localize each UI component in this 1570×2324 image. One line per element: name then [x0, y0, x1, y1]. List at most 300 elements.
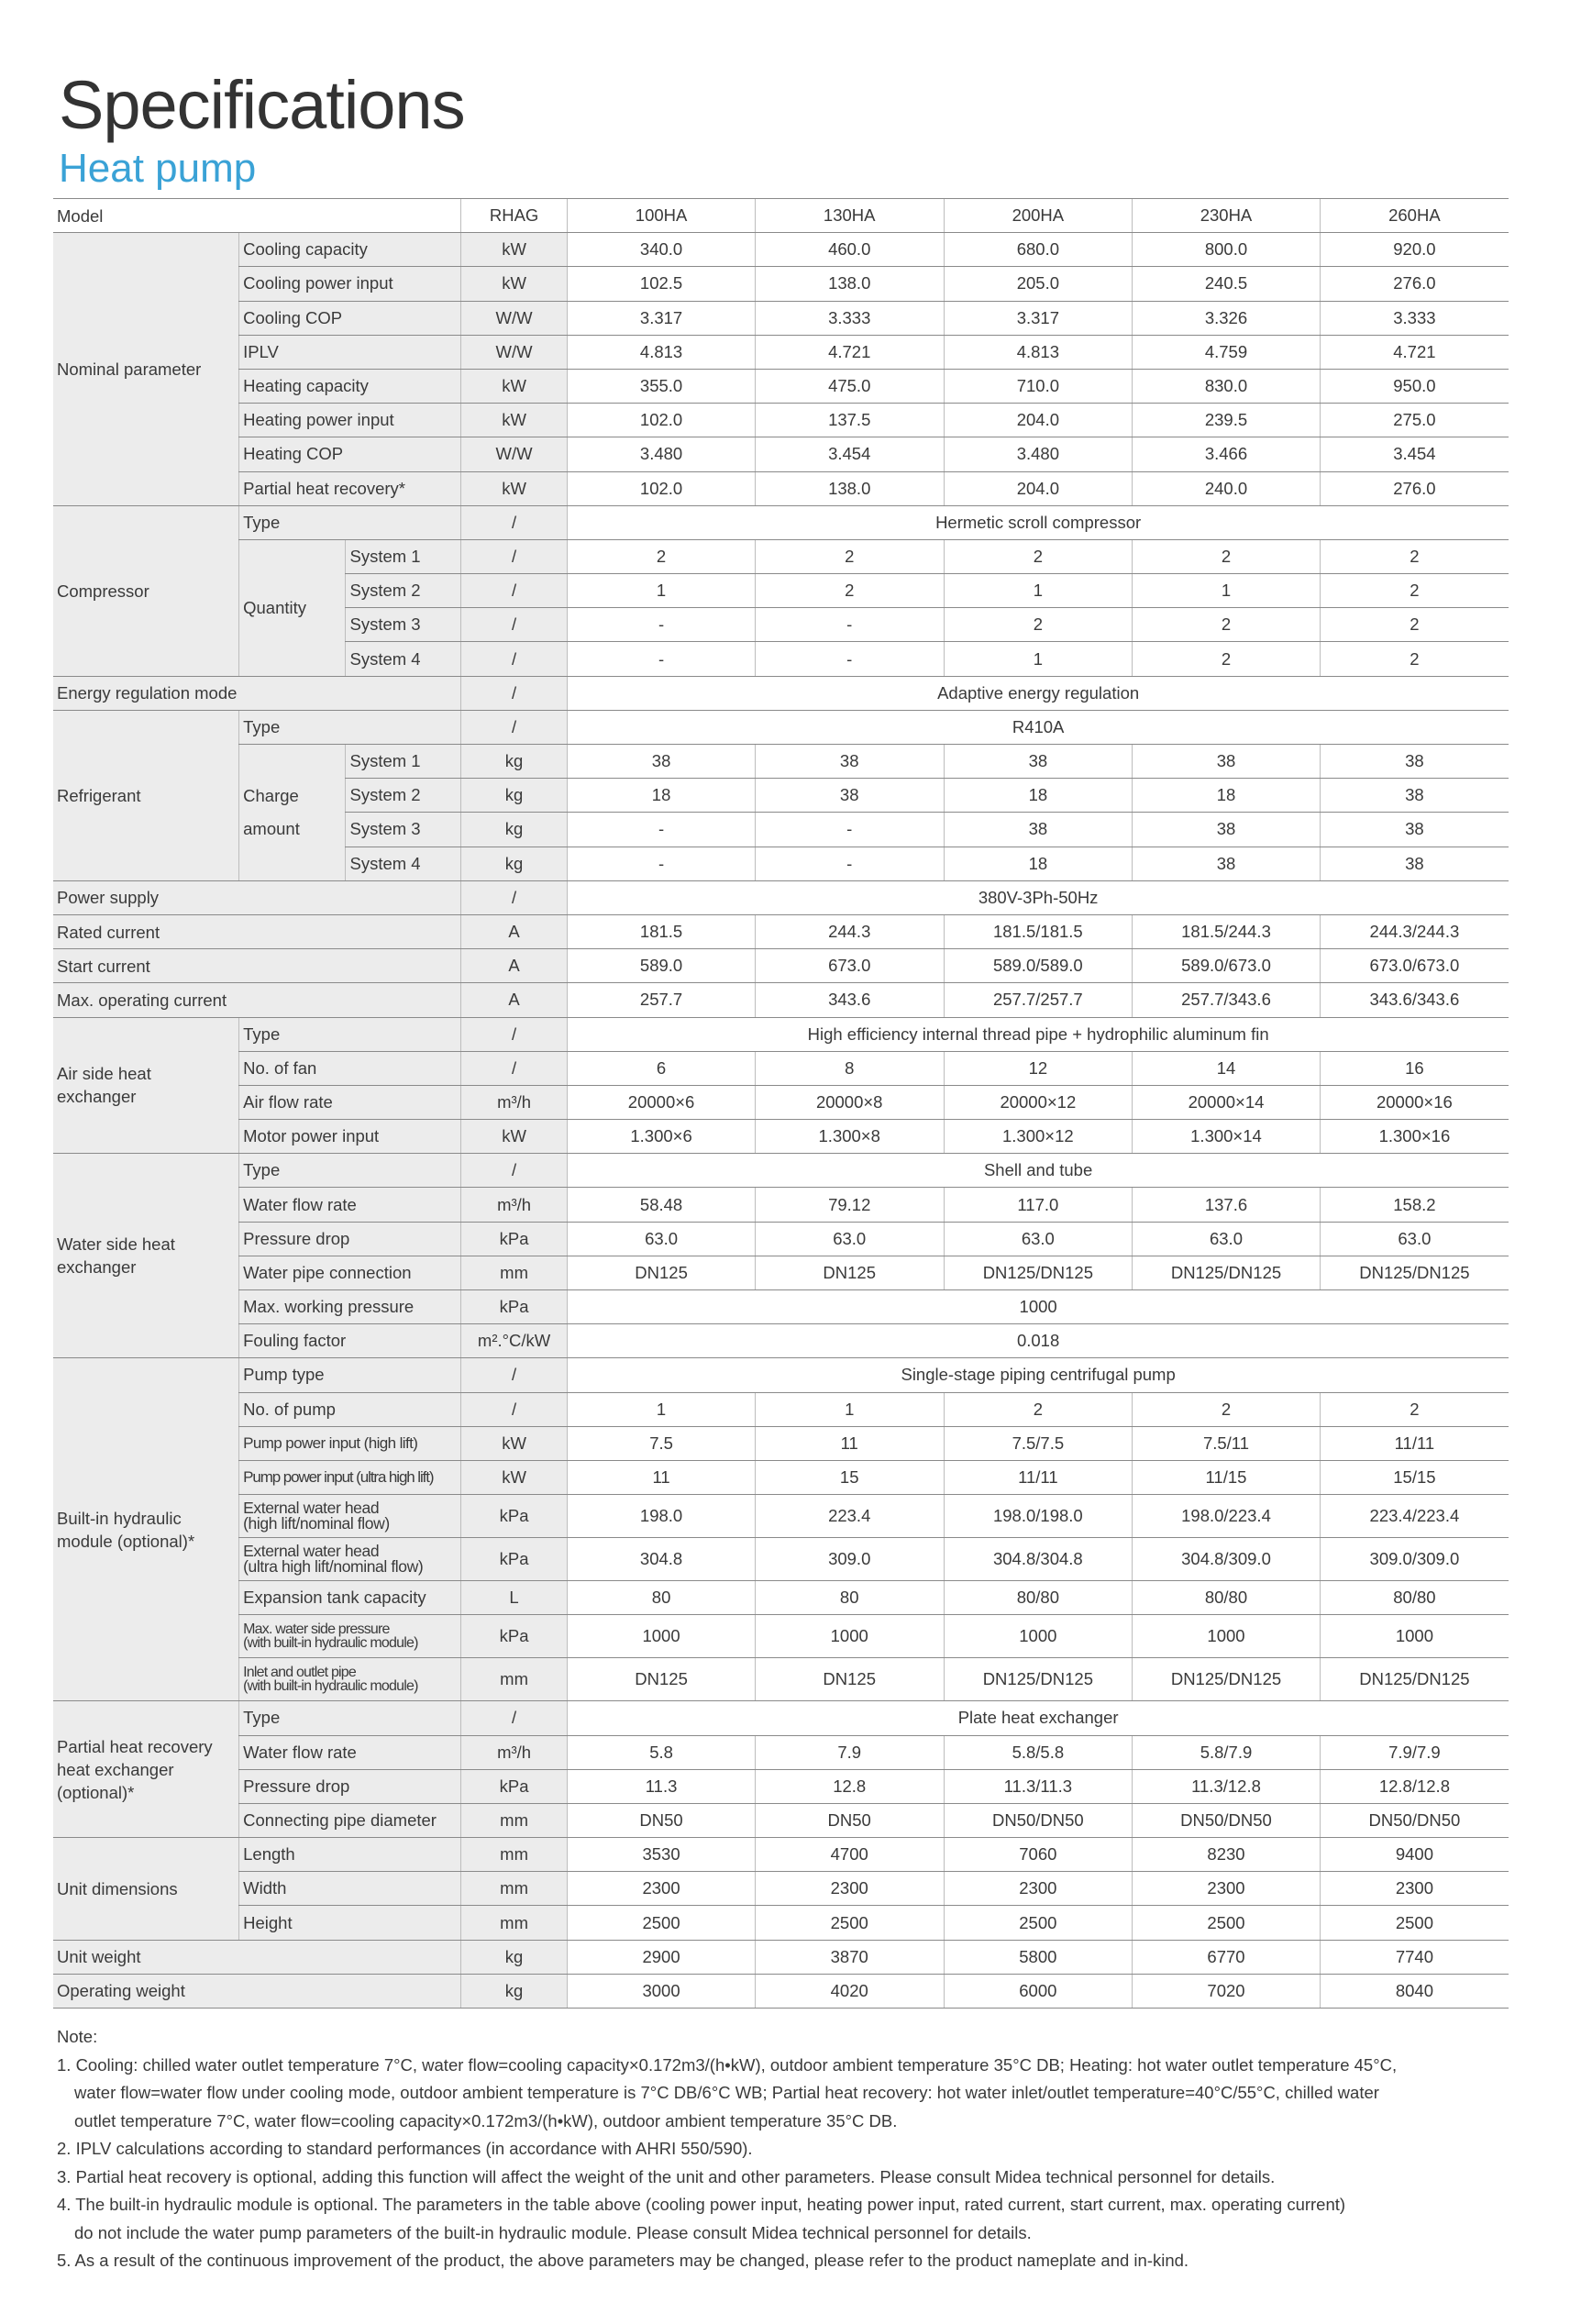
- value-cell: 673.0: [755, 949, 944, 983]
- param-label: No. of fan: [239, 1051, 461, 1085]
- table-row: [53, 1803, 1509, 1837]
- table-row: [53, 1735, 1509, 1769]
- table-row: [53, 199, 1509, 233]
- unit-cell: kg: [460, 1974, 567, 2008]
- value-cell: 2: [755, 539, 944, 573]
- value-cell: 239.5: [1133, 404, 1321, 437]
- table-row: [53, 1358, 1509, 1392]
- unit-cell: kg: [460, 745, 567, 779]
- value-cell: 0.018: [568, 1324, 1509, 1358]
- value-cell: 223.4/223.4: [1320, 1495, 1509, 1538]
- value-cell: Single-stage piping centrifugal pump: [568, 1358, 1509, 1392]
- value-cell: 1: [944, 574, 1133, 608]
- param-label: [239, 1615, 461, 1658]
- param-label: Water flow rate: [239, 1188, 461, 1222]
- group-label: Unit dimensions: [53, 1838, 239, 1941]
- value-cell: DN125: [568, 1658, 756, 1701]
- unit-cell: m³/h: [460, 1085, 567, 1119]
- value-cell: 240.5: [1133, 267, 1321, 301]
- param-label: Fouling factor: [239, 1324, 461, 1358]
- value-cell: -: [755, 642, 944, 676]
- value-cell: 2500: [755, 1906, 944, 1940]
- series-label: RHAG: [460, 199, 567, 233]
- value-cell: 12.8: [755, 1769, 944, 1803]
- specifications-table: [53, 198, 1509, 2009]
- value-cell: DN50: [568, 1803, 756, 1837]
- param-label: Type: [239, 1154, 461, 1188]
- value-cell: DN125/DN125: [1133, 1256, 1321, 1289]
- value-cell: 2900: [568, 1940, 756, 1974]
- system-label: System 1: [346, 539, 460, 573]
- value-cell: 1: [568, 1392, 756, 1426]
- value-cell: 460.0: [755, 233, 944, 267]
- param-label: Type: [239, 710, 461, 744]
- unit-cell: kPa: [460, 1769, 567, 1803]
- value-cell: 38: [1133, 745, 1321, 779]
- param-label-line: Inlet and outlet pipe: [243, 1665, 356, 1681]
- page-subtitle: Heat pump: [59, 146, 257, 191]
- value-cell: DN50/DN50: [944, 1803, 1133, 1837]
- value-cell: 4020: [755, 1974, 944, 2008]
- value-cell: -: [755, 847, 944, 880]
- value-cell: 7.5: [568, 1426, 756, 1460]
- value-cell: 2300: [755, 1872, 944, 1906]
- value-cell: 11/11: [944, 1460, 1133, 1494]
- table-row: [53, 710, 1509, 744]
- param-label-line: (with built-in hydraulic module): [243, 1678, 418, 1695]
- value-cell: 257.7: [568, 983, 756, 1017]
- table-row: [53, 1906, 1509, 1940]
- param-label-line: Max. water side pressure: [243, 1621, 390, 1638]
- table-row: [53, 880, 1509, 914]
- unit-cell: A: [460, 914, 567, 948]
- value-cell: 1000: [568, 1290, 1509, 1324]
- value-cell: 1: [944, 642, 1133, 676]
- value-cell: 12.8/12.8: [1320, 1769, 1509, 1803]
- table-row: [53, 1085, 1509, 1119]
- note-1-cont: outlet temperature 7°C, water flow=cooling capacity×0.172m3/(h•kW), outdoor ambient temperature 35°C DB.: [74, 2110, 898, 2130]
- value-cell: 304.8: [568, 1538, 756, 1581]
- table-row: [53, 1701, 1509, 1735]
- system-label: System 4: [346, 847, 460, 880]
- unit-cell: m².°C/kW: [460, 1324, 567, 1358]
- unit-cell: mm: [460, 1872, 567, 1906]
- unit-cell: mm: [460, 1256, 567, 1289]
- value-cell: 2300: [1320, 1872, 1509, 1906]
- value-cell: 1000: [944, 1615, 1133, 1658]
- param-label: Heating power input: [239, 404, 461, 437]
- unit-cell: mm: [460, 1838, 567, 1872]
- value-cell: R410A: [568, 710, 1509, 744]
- param-label: [239, 1538, 461, 1581]
- value-cell: 80/80: [944, 1581, 1133, 1615]
- value-cell: 276.0: [1320, 267, 1509, 301]
- value-cell: 1000: [1133, 1615, 1321, 1658]
- value-cell: 8230: [1133, 1838, 1321, 1872]
- value-cell: 11.3/11.3: [944, 1769, 1133, 1803]
- value-cell: 7.9/7.9: [1320, 1735, 1509, 1769]
- value-cell: 38: [755, 745, 944, 779]
- note-1: 1. Cooling: chilled water outlet temperature 7°C, water flow=cooling capacity×0.172m3/(h•kW), outdoor ambient temperature 35°C DB; Heating: hot water outlet temperature 45°C,: [57, 2054, 1398, 2075]
- value-cell: 7.5/7.5: [944, 1426, 1133, 1460]
- value-cell: 673.0/673.0: [1320, 949, 1509, 983]
- value-cell: 1000: [755, 1615, 944, 1658]
- unit-cell: kW: [460, 1426, 567, 1460]
- value-cell: 2: [944, 1392, 1133, 1426]
- value-cell: 2300: [568, 1872, 756, 1906]
- value-cell: 343.6/343.6: [1320, 983, 1509, 1017]
- model-column-header: 130HA: [755, 199, 944, 233]
- value-cell: 198.0/223.4: [1133, 1495, 1321, 1538]
- value-cell: 3.454: [755, 437, 944, 471]
- value-cell: 38: [568, 745, 756, 779]
- table-row: [53, 1188, 1509, 1222]
- value-cell: 800.0: [1133, 233, 1321, 267]
- unit-cell: m³/h: [460, 1735, 567, 1769]
- value-cell: 2: [944, 539, 1133, 573]
- value-cell: 1.300×8: [755, 1120, 944, 1154]
- value-cell: 8: [755, 1051, 944, 1085]
- value-cell: 38: [944, 813, 1133, 847]
- group-label: Built-in hydraulic module (optional)*: [53, 1358, 239, 1701]
- value-cell: 20000×8: [755, 1085, 944, 1119]
- value-cell: 6000: [944, 1974, 1133, 2008]
- value-cell: 63.0: [568, 1222, 756, 1256]
- unit-cell: kPa: [460, 1615, 567, 1658]
- group-label: Rated current: [53, 914, 460, 948]
- value-cell: 3.326: [1133, 301, 1321, 335]
- value-cell: DN125/DN125: [944, 1256, 1133, 1289]
- unit-cell: /: [460, 608, 567, 642]
- param-label-line: External water head: [243, 1499, 380, 1518]
- value-cell: 14: [1133, 1051, 1321, 1085]
- value-cell: -: [568, 813, 756, 847]
- value-cell: 2: [1320, 539, 1509, 573]
- table-row: [53, 301, 1509, 335]
- value-cell: 920.0: [1320, 233, 1509, 267]
- table-row: [53, 335, 1509, 369]
- value-cell: 18: [944, 847, 1133, 880]
- value-cell: 11.3: [568, 1769, 756, 1803]
- value-cell: 6: [568, 1051, 756, 1085]
- note-2: 2. IPLV calculations according to standard performances (in accordance with AHRI 550/590).: [57, 2139, 753, 2158]
- value-cell: 3.333: [755, 301, 944, 335]
- value-cell: 7060: [944, 1838, 1133, 1872]
- table-row: [53, 1581, 1509, 1615]
- value-cell: 304.8/304.8: [944, 1538, 1133, 1581]
- table-row: [53, 983, 1509, 1017]
- table-row: [53, 1051, 1509, 1085]
- table-row: [53, 949, 1509, 983]
- value-cell: 18: [944, 779, 1133, 813]
- param-label: Motor power input: [239, 1120, 461, 1154]
- param-label: Cooling COP: [239, 301, 461, 335]
- unit-cell: /: [460, 574, 567, 608]
- unit-cell: kW: [460, 1460, 567, 1494]
- unit-cell: kW: [460, 404, 567, 437]
- value-cell: 80/80: [1320, 1581, 1509, 1615]
- value-cell: 5.8/5.8: [944, 1735, 1133, 1769]
- value-cell: 11/11: [1320, 1426, 1509, 1460]
- unit-cell: W/W: [460, 335, 567, 369]
- table-row: [53, 1324, 1509, 1358]
- table-row: [53, 1495, 1509, 1538]
- param-label: Expansion tank capacity: [239, 1581, 461, 1615]
- value-cell: 16: [1320, 1051, 1509, 1085]
- value-cell: 2500: [568, 1906, 756, 1940]
- value-cell: 80: [755, 1581, 944, 1615]
- table-row: [53, 1392, 1509, 1426]
- value-cell: 3870: [755, 1940, 944, 1974]
- table-row: [53, 1658, 1509, 1701]
- value-cell: Plate heat exchanger: [568, 1701, 1509, 1735]
- unit-cell: A: [460, 983, 567, 1017]
- value-cell: 340.0: [568, 233, 756, 267]
- param-label: Cooling capacity: [239, 233, 461, 267]
- param-label: Partial heat recovery*: [239, 471, 461, 505]
- value-cell: 38: [1133, 813, 1321, 847]
- note-4-cont: do not include the water pump parameters of the built-in hydraulic module. Please consult Midea technical personnel for details.: [74, 2222, 1032, 2242]
- value-cell: 4.721: [1320, 335, 1509, 369]
- notes: [57, 2023, 1524, 2275]
- group-label: Air side heat exchanger: [53, 1017, 239, 1154]
- unit-cell: kPa: [460, 1222, 567, 1256]
- unit-cell: /: [460, 642, 567, 676]
- value-cell: 137.6: [1133, 1188, 1321, 1222]
- value-cell: 2: [755, 574, 944, 608]
- value-cell: 38: [944, 745, 1133, 779]
- param-label: [239, 1658, 461, 1701]
- value-cell: 2300: [944, 1872, 1133, 1906]
- model-column-header: 260HA: [1320, 199, 1509, 233]
- unit-cell: kW: [460, 369, 567, 403]
- value-cell: 680.0: [944, 233, 1133, 267]
- value-cell: 2500: [1133, 1906, 1321, 1940]
- value-cell: 309.0: [755, 1538, 944, 1581]
- value-cell: -: [568, 608, 756, 642]
- value-cell: DN125: [755, 1256, 944, 1289]
- table-row: [53, 914, 1509, 948]
- value-cell: 11/15: [1133, 1460, 1321, 1494]
- value-cell: 63.0: [1320, 1222, 1509, 1256]
- value-cell: 8040: [1320, 1974, 1509, 2008]
- value-cell: 198.0/198.0: [944, 1495, 1133, 1538]
- value-cell: 3.480: [568, 437, 756, 471]
- value-cell: 4.813: [568, 335, 756, 369]
- value-cell: 181.5/244.3: [1133, 914, 1321, 948]
- system-label: System 3: [346, 813, 460, 847]
- value-cell: 223.4: [755, 1495, 944, 1538]
- value-cell: Hermetic scroll compressor: [568, 505, 1509, 539]
- value-cell: 589.0/589.0: [944, 949, 1133, 983]
- note-3: 3. Partial heat recovery is optional, adding this function will affect the weight of the unit and other parameters. Please consult Midea technical personnel for details.: [57, 2166, 1276, 2186]
- param-label: Width: [239, 1872, 461, 1906]
- value-cell: 380V-3Ph-50Hz: [568, 880, 1509, 914]
- value-cell: 20000×16: [1320, 1085, 1509, 1119]
- value-cell: 3000: [568, 1974, 756, 2008]
- param-label: Charge amount: [239, 745, 346, 881]
- value-cell: 137.5: [755, 404, 944, 437]
- unit-cell: /: [460, 880, 567, 914]
- value-cell: 3.317: [944, 301, 1133, 335]
- value-cell: 79.12: [755, 1188, 944, 1222]
- value-cell: 38: [755, 779, 944, 813]
- value-cell: 240.0: [1133, 471, 1321, 505]
- group-label: Power supply: [53, 880, 460, 914]
- value-cell: 204.0: [944, 404, 1133, 437]
- table-row: [53, 1120, 1509, 1154]
- param-label: Type: [239, 505, 461, 539]
- value-cell: -: [568, 642, 756, 676]
- value-cell: 7.5/11: [1133, 1426, 1321, 1460]
- value-cell: 204.0: [944, 471, 1133, 505]
- value-cell: 257.7/257.7: [944, 983, 1133, 1017]
- table-row: [53, 1940, 1509, 1974]
- value-cell: 2: [1133, 539, 1321, 573]
- value-cell: 102.0: [568, 471, 756, 505]
- param-label: No. of pump: [239, 1392, 461, 1426]
- value-cell: 1.300×6: [568, 1120, 756, 1154]
- value-cell: DN50: [755, 1803, 944, 1837]
- table-row: [53, 1017, 1509, 1051]
- param-label: Length: [239, 1838, 461, 1872]
- value-cell: 2: [944, 608, 1133, 642]
- value-cell: 6770: [1133, 1940, 1321, 1974]
- param-label: Quantity: [239, 539, 346, 676]
- unit-cell: /: [460, 1392, 567, 1426]
- value-cell: 3.466: [1133, 437, 1321, 471]
- unit-cell: mm: [460, 1803, 567, 1837]
- unit-cell: /: [460, 539, 567, 573]
- value-cell: 304.8/309.0: [1133, 1538, 1321, 1581]
- value-cell: DN125/DN125: [1320, 1658, 1509, 1701]
- value-cell: 1.300×16: [1320, 1120, 1509, 1154]
- table-row: [53, 1838, 1509, 1872]
- value-cell: 7740: [1320, 1940, 1509, 1974]
- value-cell: DN125/DN125: [1133, 1658, 1321, 1701]
- value-cell: 3.333: [1320, 301, 1509, 335]
- value-cell: 117.0: [944, 1188, 1133, 1222]
- value-cell: 7020: [1133, 1974, 1321, 2008]
- unit-cell: kg: [460, 779, 567, 813]
- value-cell: 63.0: [1133, 1222, 1321, 1256]
- table-row: [53, 1256, 1509, 1289]
- param-label: Pump power input (high lift): [239, 1426, 461, 1460]
- value-cell: 2: [1133, 608, 1321, 642]
- value-cell: 710.0: [944, 369, 1133, 403]
- value-cell: Shell and tube: [568, 1154, 1509, 1188]
- value-cell: -: [755, 813, 944, 847]
- model-column-header: 200HA: [944, 199, 1133, 233]
- value-cell: 11: [755, 1426, 944, 1460]
- value-cell: 2500: [944, 1906, 1133, 1940]
- value-cell: 20000×14: [1133, 1085, 1321, 1119]
- value-cell: 12: [944, 1051, 1133, 1085]
- table-row: [53, 676, 1509, 710]
- value-cell: 38: [1320, 813, 1509, 847]
- unit-cell: A: [460, 949, 567, 983]
- param-label-line: (ultra high lift/nominal flow): [243, 1557, 424, 1577]
- param-label: Type: [239, 1017, 461, 1051]
- value-cell: 275.0: [1320, 404, 1509, 437]
- value-cell: DN125/DN125: [944, 1658, 1133, 1701]
- value-cell: 830.0: [1133, 369, 1321, 403]
- value-cell: High efficiency internal thread pipe + hydrophilic aluminum fin: [568, 1017, 1509, 1051]
- value-cell: 80/80: [1133, 1581, 1321, 1615]
- unit-cell: kPa: [460, 1495, 567, 1538]
- value-cell: 2500: [1320, 1906, 1509, 1940]
- unit-cell: /: [460, 1017, 567, 1051]
- unit-cell: W/W: [460, 437, 567, 471]
- unit-cell: /: [460, 1051, 567, 1085]
- system-label: System 1: [346, 745, 460, 779]
- value-cell: 244.3: [755, 914, 944, 948]
- value-cell: 38: [1133, 847, 1321, 880]
- param-label: Pump power input (ultra high lift): [239, 1460, 461, 1494]
- value-cell: 1.300×12: [944, 1120, 1133, 1154]
- value-cell: 20000×12: [944, 1085, 1133, 1119]
- table-row: [53, 1974, 1509, 2008]
- unit-cell: mm: [460, 1658, 567, 1701]
- value-cell: 18: [1133, 779, 1321, 813]
- value-cell: 18: [568, 779, 756, 813]
- group-label: Operating weight: [53, 1974, 460, 2008]
- unit-cell: /: [460, 505, 567, 539]
- table-row: [53, 1538, 1509, 1581]
- table-row: [53, 1872, 1509, 1906]
- group-label: Water side heat exchanger: [53, 1154, 239, 1358]
- value-cell: DN50/DN50: [1320, 1803, 1509, 1837]
- value-cell: 158.2: [1320, 1188, 1509, 1222]
- value-cell: 343.6: [755, 983, 944, 1017]
- value-cell: 9400: [1320, 1838, 1509, 1872]
- value-cell: 309.0/309.0: [1320, 1538, 1509, 1581]
- value-cell: 2: [1320, 1392, 1509, 1426]
- table-row: [53, 1154, 1509, 1188]
- value-cell: 2: [1133, 642, 1321, 676]
- model-column-header: 100HA: [568, 199, 756, 233]
- model-label: Model: [53, 199, 460, 233]
- unit-cell: L: [460, 1581, 567, 1615]
- table-row: [53, 745, 1509, 779]
- unit-cell: mm: [460, 1906, 567, 1940]
- unit-cell: kg: [460, 813, 567, 847]
- table-row: [53, 233, 1509, 267]
- unit-cell: /: [460, 710, 567, 744]
- value-cell: 4.721: [755, 335, 944, 369]
- value-cell: 205.0: [944, 267, 1133, 301]
- unit-cell: /: [460, 676, 567, 710]
- value-cell: 1: [755, 1392, 944, 1426]
- value-cell: 5.8: [568, 1735, 756, 1769]
- value-cell: 58.48: [568, 1188, 756, 1222]
- unit-cell: kW: [460, 471, 567, 505]
- value-cell: DN125/DN125: [1320, 1256, 1509, 1289]
- value-cell: 38: [1320, 847, 1509, 880]
- table-row: [53, 471, 1509, 505]
- param-label: Water flow rate: [239, 1735, 461, 1769]
- value-cell: 3530: [568, 1838, 756, 1872]
- param-label-line: External water head: [243, 1542, 380, 1561]
- value-cell: 15/15: [1320, 1460, 1509, 1494]
- value-cell: 3.317: [568, 301, 756, 335]
- unit-cell: /: [460, 1154, 567, 1188]
- unit-cell: kPa: [460, 1538, 567, 1581]
- value-cell: 80: [568, 1581, 756, 1615]
- value-cell: 2: [568, 539, 756, 573]
- value-cell: 198.0: [568, 1495, 756, 1538]
- value-cell: 20000×6: [568, 1085, 756, 1119]
